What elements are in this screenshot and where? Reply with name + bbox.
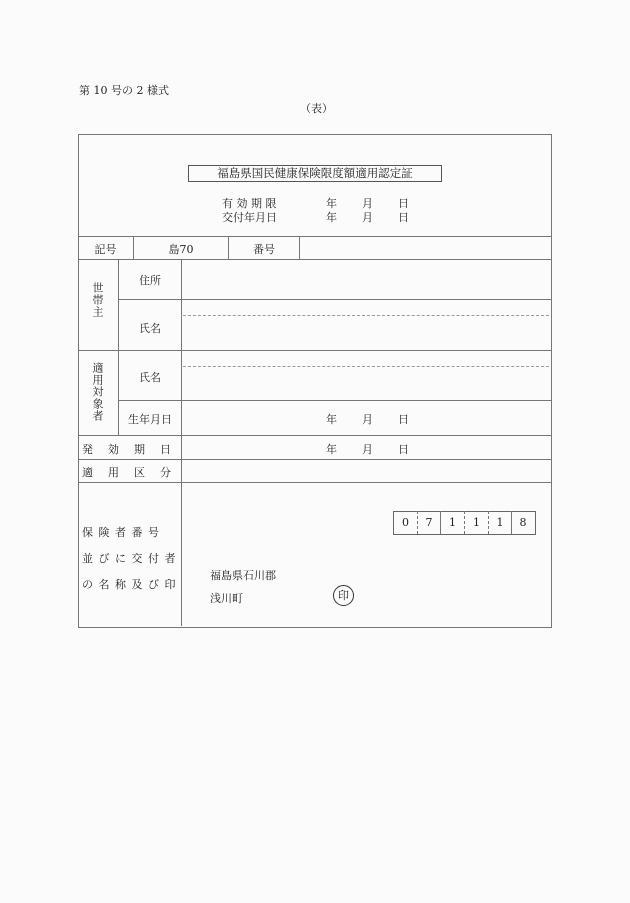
insurer-name-line2: 浅川町 xyxy=(210,592,243,605)
validity-day: 日 xyxy=(398,197,409,210)
side-indicator: （表） xyxy=(300,102,333,115)
insurer-label-line: 保 険 者 番 号 xyxy=(82,526,160,539)
issue-month: 月 xyxy=(362,211,373,224)
birth-day: 日 xyxy=(398,413,409,426)
number-label: 番号 xyxy=(253,243,275,256)
birthdate-label: 生年月日 xyxy=(128,413,172,426)
covered-name-label: 氏名 xyxy=(139,371,161,384)
insurer-label xyxy=(82,520,180,598)
divider xyxy=(78,350,551,351)
insurer-digit: 1 xyxy=(496,516,504,529)
birth-year: 年 xyxy=(326,413,337,426)
name-guide-line xyxy=(183,366,549,367)
divider xyxy=(78,236,551,237)
insurer-digit: 1 xyxy=(449,516,456,529)
address-label: 住所 xyxy=(139,274,161,287)
issue-date-label: 交付年月日 xyxy=(222,211,277,224)
insurer-digit: 0 xyxy=(402,516,409,529)
insurer-digit: 8 xyxy=(519,516,527,529)
divider xyxy=(299,236,300,259)
householder-label: 世帯主 xyxy=(91,282,104,318)
seal-icon: 印 xyxy=(333,585,354,606)
validity-month: 月 xyxy=(362,197,373,210)
divider xyxy=(78,459,551,460)
insurer-label-line: の 名 称 及 び 印 xyxy=(82,578,177,591)
effective-year: 年 xyxy=(326,443,337,456)
insurer-digit: 1 xyxy=(473,516,480,529)
validity-year: 年 xyxy=(326,197,337,210)
symbol-value: 島70 xyxy=(168,243,194,256)
certificate-title: 福島県国民健康保険限度額適用認定証 xyxy=(188,165,442,182)
effective-date-label: 発 効 期 日 xyxy=(82,443,173,456)
divider xyxy=(78,259,551,260)
divider xyxy=(118,400,551,401)
householder-name-label: 氏名 xyxy=(139,322,161,335)
divider xyxy=(181,259,182,626)
issue-day: 日 xyxy=(398,211,409,224)
effective-day: 日 xyxy=(398,443,409,456)
birth-month: 月 xyxy=(362,413,373,426)
form-number: 第 10 号の 2 様式 xyxy=(79,84,169,97)
validity-label: 有 効 期 限 xyxy=(222,197,277,210)
category-label: 適 用 区 分 xyxy=(82,466,173,479)
name-guide-line xyxy=(183,315,549,316)
divider xyxy=(78,482,551,483)
issue-year: 年 xyxy=(326,211,337,224)
covered-person-label: 適用対象者 xyxy=(91,362,104,422)
divider xyxy=(78,435,551,436)
insurer-name-line1: 福島県石川郡 xyxy=(210,569,276,582)
symbol-label: 記号 xyxy=(94,243,117,256)
divider xyxy=(118,299,551,300)
insurer-label-line: 並 び に 交 付 者 xyxy=(82,552,177,565)
effective-month: 月 xyxy=(362,443,373,456)
insurer-digit: 7 xyxy=(425,516,433,529)
